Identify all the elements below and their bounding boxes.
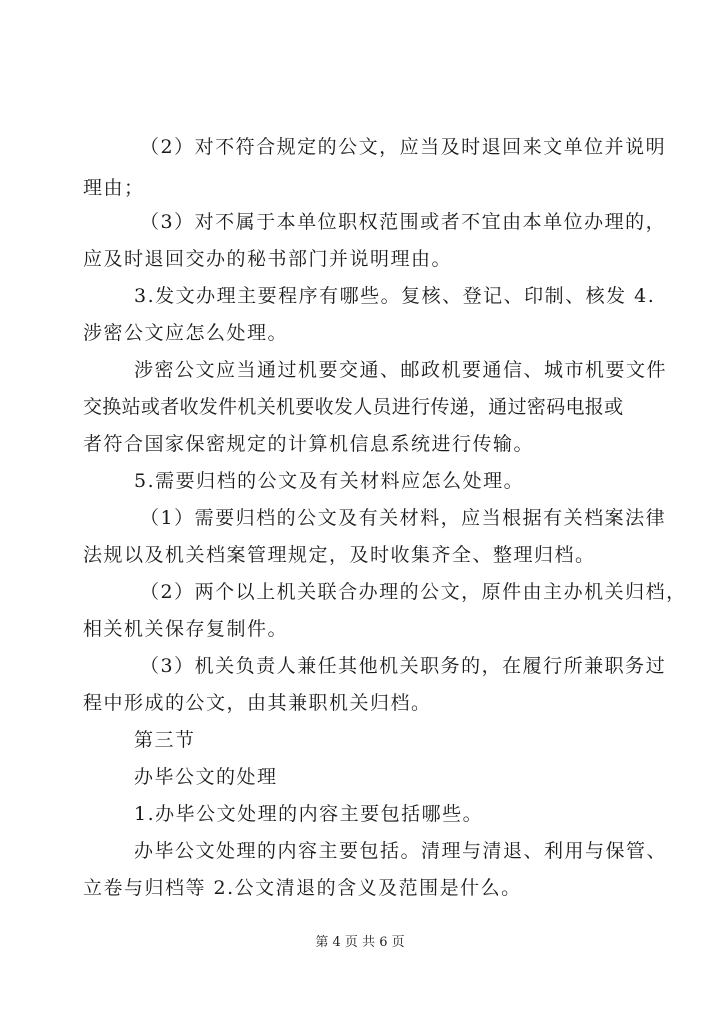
text-line: 办毕公文处理的内容主要包括。清理与清退、利用与保管、 — [134, 840, 668, 862]
text-line: 交换站或者收发件机关机要收发人员进行传递，通过密码电报或 — [83, 396, 624, 418]
page-number-footer: 第 4 页 共 6 页 — [315, 935, 405, 950]
text-line: 程中形成的公文，由其兼职机关归档。 — [83, 692, 432, 714]
text-line: 涉密公文应当通过机要交通、邮政机要通信、城市机要文件 — [134, 359, 668, 381]
text-line: 3.发文办理主要程序有哪些。复核、登记、印制、核发 4. — [134, 285, 656, 307]
text-line: 者符合国家保密规定的计算机信息系统进行传输。 — [83, 433, 535, 455]
text-line: 1.办毕公文处理的内容主要包括哪些。 — [134, 803, 484, 825]
text-line: 应及时退回交办的秘书部门并说明理由。 — [83, 248, 453, 270]
text-line: （1）需要归档的公文及有关材料，应当根据有关档案法律 — [140, 507, 667, 529]
section-heading: 第三节 — [134, 729, 196, 751]
text-line: （2）对不符合规定的公文，应当及时退回来文单位并说明 — [140, 136, 667, 158]
text-line: 5.需要归档的公文及有关材料应怎么处理。 — [134, 470, 525, 492]
text-line: （3）机关负责人兼任其他机关职务的，在履行所兼职务过 — [140, 655, 667, 677]
text-line: （3）对不属于本单位职权范围或者不宜由本单位办理的， — [140, 211, 667, 233]
section-title: 办毕公文的处理 — [134, 766, 278, 788]
text-line: 立卷与归档等 2.公文清退的含义及范围是什么。 — [83, 877, 522, 899]
text-line: 法规以及机关档案管理规定，及时收集齐全、整理归档。 — [83, 544, 596, 566]
text-line: 理由； — [83, 177, 145, 199]
text-line: 涉密公文应怎么处理。 — [83, 322, 289, 344]
text-line: （2）两个以上机关联合办理的公文，原件由主办机关归档， — [140, 581, 687, 603]
text-line: 相关机关保存复制件。 — [83, 618, 289, 640]
